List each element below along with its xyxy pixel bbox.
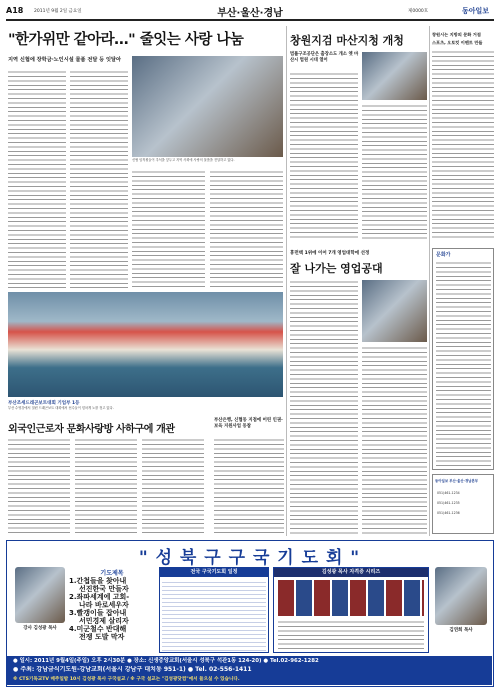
topic-line: 4.미군철수 반대해 xyxy=(69,625,127,633)
left-speaker-photo xyxy=(15,567,65,623)
left-speaker-name: 강사 김성광 목사 xyxy=(23,626,57,631)
topic-line: 1.간첩들을 찾아내 xyxy=(69,577,127,585)
dragon-boat-caption-sub: 부산 수영강에서 열린 드래곤보트 대회에서 선수들이 힘차게 노를 젓고 있다. xyxy=(8,406,114,410)
ad-title: " 성 북 구 구 국 기 도 회 " xyxy=(138,548,361,568)
section-title: 부산·울산·경남 xyxy=(217,8,283,19)
lead-subhead: 지역 신협에 장학금·노인시설 물품 전달 등 잇달아 xyxy=(8,57,122,63)
masthead-rule xyxy=(6,19,494,21)
contact-title: 동아일보 부산·울산·경남본부 xyxy=(435,479,479,483)
book-list xyxy=(278,620,424,650)
contact-tel1: 051)461-1234 xyxy=(437,491,460,495)
lead-body-col4 xyxy=(210,170,283,288)
right-top-body-col1 xyxy=(290,72,358,240)
page-number: A18 xyxy=(6,6,24,15)
info-line3: ※ CTS기독교TV 매주일밤 10시 김성광 목사 구국설교 / ※ 구국 설교는 "김성광닷컴"에서 들으실 수 있습니다. xyxy=(13,676,240,682)
issue-number: 제0000호 xyxy=(408,9,429,14)
bottom-left-subhead: 부산은행, 신협동 지점에 어린 인권·보육 지원사업 동참 xyxy=(214,418,283,429)
issue-date: 2011년 9월 2일 금요일 xyxy=(34,9,82,14)
info-line2: ● 주최: 강남금식기도원-강남교회(서울시 강남구 대치동 951-1) ● Tel. 02-556-1411 xyxy=(13,666,252,673)
bottom-body-col4 xyxy=(214,438,284,534)
series-title: 김성광 목사 자격증 시리즈 xyxy=(274,568,428,577)
contact-tel2: 051)461-1235 xyxy=(437,501,460,505)
right-mid-subhead: 휴먼텍 1위에 이어 7개 영업대학에 선정 xyxy=(290,251,370,256)
schedule-rows xyxy=(162,579,266,651)
book-series xyxy=(273,567,429,653)
sidebar-box-title: 문화가 xyxy=(436,252,451,258)
sidebar-body xyxy=(432,50,494,240)
info-line1: ● 일시: 2011년 9월4일(주일) 오후 2시30분 ● 장소: 신생중앙교회(서울시 성북구 석관1동 124-20) ● Tel.02-962-1282 xyxy=(13,658,319,664)
sidebar-box-body xyxy=(436,261,491,467)
right-speaker-photo xyxy=(435,567,487,625)
right-mid-photo xyxy=(362,280,427,342)
sidebar-head2: 스포츠, 오토킷 이벤트 만들 xyxy=(432,40,483,45)
right-top-body-col2 xyxy=(362,104,427,240)
lead-headline: "한가위만 같아라…" 줄잇는 사랑 나눔 xyxy=(8,32,244,48)
contact-tel3: 051)461-1236 xyxy=(437,511,460,515)
sidebar-head1: 창원시는 지방의 문화 거점 xyxy=(432,32,481,37)
bottom-body-col3 xyxy=(142,438,204,534)
schedule-table xyxy=(159,567,269,653)
sidebar-contact xyxy=(432,474,494,534)
topic-line: 선진한국 만들자 xyxy=(79,585,129,593)
bottom-body-col1 xyxy=(8,438,70,534)
right-mid-headline: 잘 나가는 영업공대 xyxy=(290,262,383,275)
book-covers xyxy=(278,580,424,616)
prayer-topics-title: 기도제목 xyxy=(100,570,124,577)
right-mid-body-col1 xyxy=(290,280,358,534)
right-mid-body-col2 xyxy=(362,346,427,534)
prayer-topics xyxy=(69,577,155,641)
ad-info-bar xyxy=(7,656,492,685)
masthead xyxy=(0,0,500,22)
topic-line: 2.좌파세계에 고회- xyxy=(69,593,130,601)
lead-photo-caption: 신협 임직원들이 추석을 앞두고 지역 사회에 사랑의 물품을 전달하고 있다. xyxy=(132,158,235,162)
right-top-photo xyxy=(362,52,427,100)
topic-line: 서민경제 살리자 xyxy=(79,617,129,625)
paper-name: 동아일보 xyxy=(462,7,490,15)
right-speaker-name: 김연희 목사 xyxy=(449,628,473,633)
bottom-left-headline: 외국인근로자 문화사랑방 사하구에 개관 xyxy=(8,424,175,435)
ad-frame xyxy=(6,540,494,687)
lead-body-col3 xyxy=(132,170,205,288)
right-top-headline: 창원지검 마산지청 개청 xyxy=(290,34,404,47)
column-rule-2 xyxy=(429,26,430,536)
sidebar-box xyxy=(432,248,494,470)
schedule-title: 전국 구국기도회 일정 xyxy=(160,568,268,577)
lead-body-col2 xyxy=(70,70,128,288)
right-top-subhead: 법률구조공단은 출장소도 개소 옛 마산시 법원 시대 열어 xyxy=(290,52,359,63)
lead-body-col1 xyxy=(8,70,66,288)
topic-line: 3.빨갱이들 잡아내 xyxy=(69,609,127,617)
bottom-body-col2 xyxy=(75,438,137,534)
topic-line: 전쟁 도발 막자 xyxy=(79,633,125,641)
column-rule-1 xyxy=(286,26,287,536)
lead-photo xyxy=(132,56,283,157)
dragon-boat-caption: 부산조세드래곤보트대회 기업부 1등 xyxy=(8,401,80,406)
dragon-boat-photo xyxy=(8,292,283,397)
topic-line: 나라 바로세우자 xyxy=(79,601,129,609)
